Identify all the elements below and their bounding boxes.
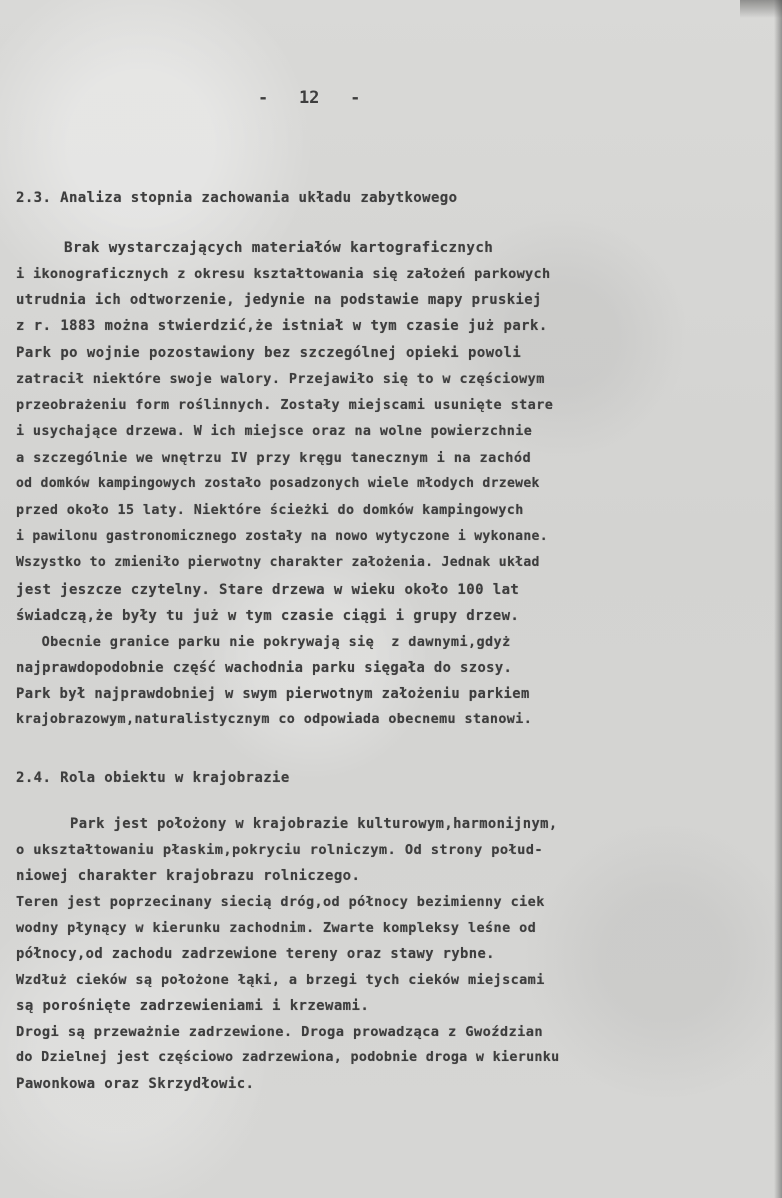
scan-shadow-right xyxy=(774,0,782,1198)
text-line: Brak wystarczających materiałów kartograficznych xyxy=(64,240,494,256)
text-line: Wszystko to zmieniło pierwotny charakter założenia. Jednak układ xyxy=(16,555,540,570)
text-line: zatracił niektóre swoje walory. Przejawiło się to w częściowym xyxy=(16,371,545,387)
text-line: od domków kampingowych zostało posadzonych wiele młodych drzewek xyxy=(16,476,540,491)
text-line: Teren jest poprzecinany siecią dróg,od północy bezimienny ciek xyxy=(16,894,545,910)
text-line: krajobrazowym,naturalistycznym co odpowiada obecnemu stanowi. xyxy=(16,712,533,727)
text-line: Drogi są przeważnie zadrzewione. Droga prowadząca z Gwoździan xyxy=(16,1024,544,1040)
text-line: i ikonograficznych z okresu kształtowania się założeń parkowych xyxy=(16,266,551,282)
text-line: przed około 15 laty. Niektóre ścieżki do domków kampingowych xyxy=(16,503,524,518)
text-line: Park jest położony w krajobrazie kulturowym,harmonijnym, xyxy=(70,816,558,832)
text-line: i pawilonu gastronomicznego zostały na nowo wytyczone i wykonane. xyxy=(16,529,548,544)
text-line: Park po wojnie pozostawiony bez szczególnej opieki powoli xyxy=(16,345,522,361)
text-line: utrudnia ich odtworzenie, jedynie na podstawie mapy pruskiej xyxy=(16,292,542,308)
text-line: Park był najprawdobniej w swym pierwotnym założeniu parkiem xyxy=(16,686,530,702)
section-heading: 2.4. Rola obiektu w krajobrazie xyxy=(16,770,290,786)
text-line: przeobrażeniu form roślinnych. Zostały miejscami usunięte stare xyxy=(16,397,554,413)
text-line: z r. 1883 można stwierdzić,że istniał w tym czasie już park. xyxy=(16,318,548,334)
text-line: niowej charakter krajobrazu rolniczego. xyxy=(16,868,361,884)
text-line: a szczególnie we wnętrzu IV przy kręgu tanecznym i na zachód xyxy=(16,450,532,466)
text-line: najprawdopodobnie część wachodnia parku sięgała do szosy. xyxy=(16,660,513,676)
text-line: wodny płynący w kierunku zachodnim. Zwarte kompleksy leśne od xyxy=(16,920,537,936)
text-line: i usychające drzewa. W ich miejsce oraz na wolne powierzchnie xyxy=(16,424,533,439)
text-line: Obecnie granice parku nie pokrywają się z dawnymi,gdyż xyxy=(16,634,511,650)
text-line: jest jeszcze czytelny. Stare drzewa w wieku około 100 lat xyxy=(16,582,520,598)
page-number: - 12 - xyxy=(258,88,361,108)
text-line: o ukształtowaniu płaskim,pokryciu rolniczym. Od strony połud- xyxy=(16,842,544,858)
text-line: północy,od zachodu zadrzewione tereny oraz stawy rybne. xyxy=(16,946,495,962)
section-heading: 2.3. Analiza stopnia zachowania układu zabytkowego xyxy=(16,190,458,206)
text-line: są porośnięte zadrzewieniami i krzewami. xyxy=(16,998,370,1014)
text-line: do Dzielnej jest częściowo zadrzewiona, podobnie droga w kierunku xyxy=(16,1050,560,1065)
text-line: Wzdłuż cieków są położone łąki, a brzegi tych cieków miejscami xyxy=(16,972,545,988)
text-line: świadczą,że były tu już w tym czasie ciągi i grupy drzew. xyxy=(16,608,520,624)
text-line: Pawonkowa oraz Skrzydłowic. xyxy=(16,1076,255,1092)
